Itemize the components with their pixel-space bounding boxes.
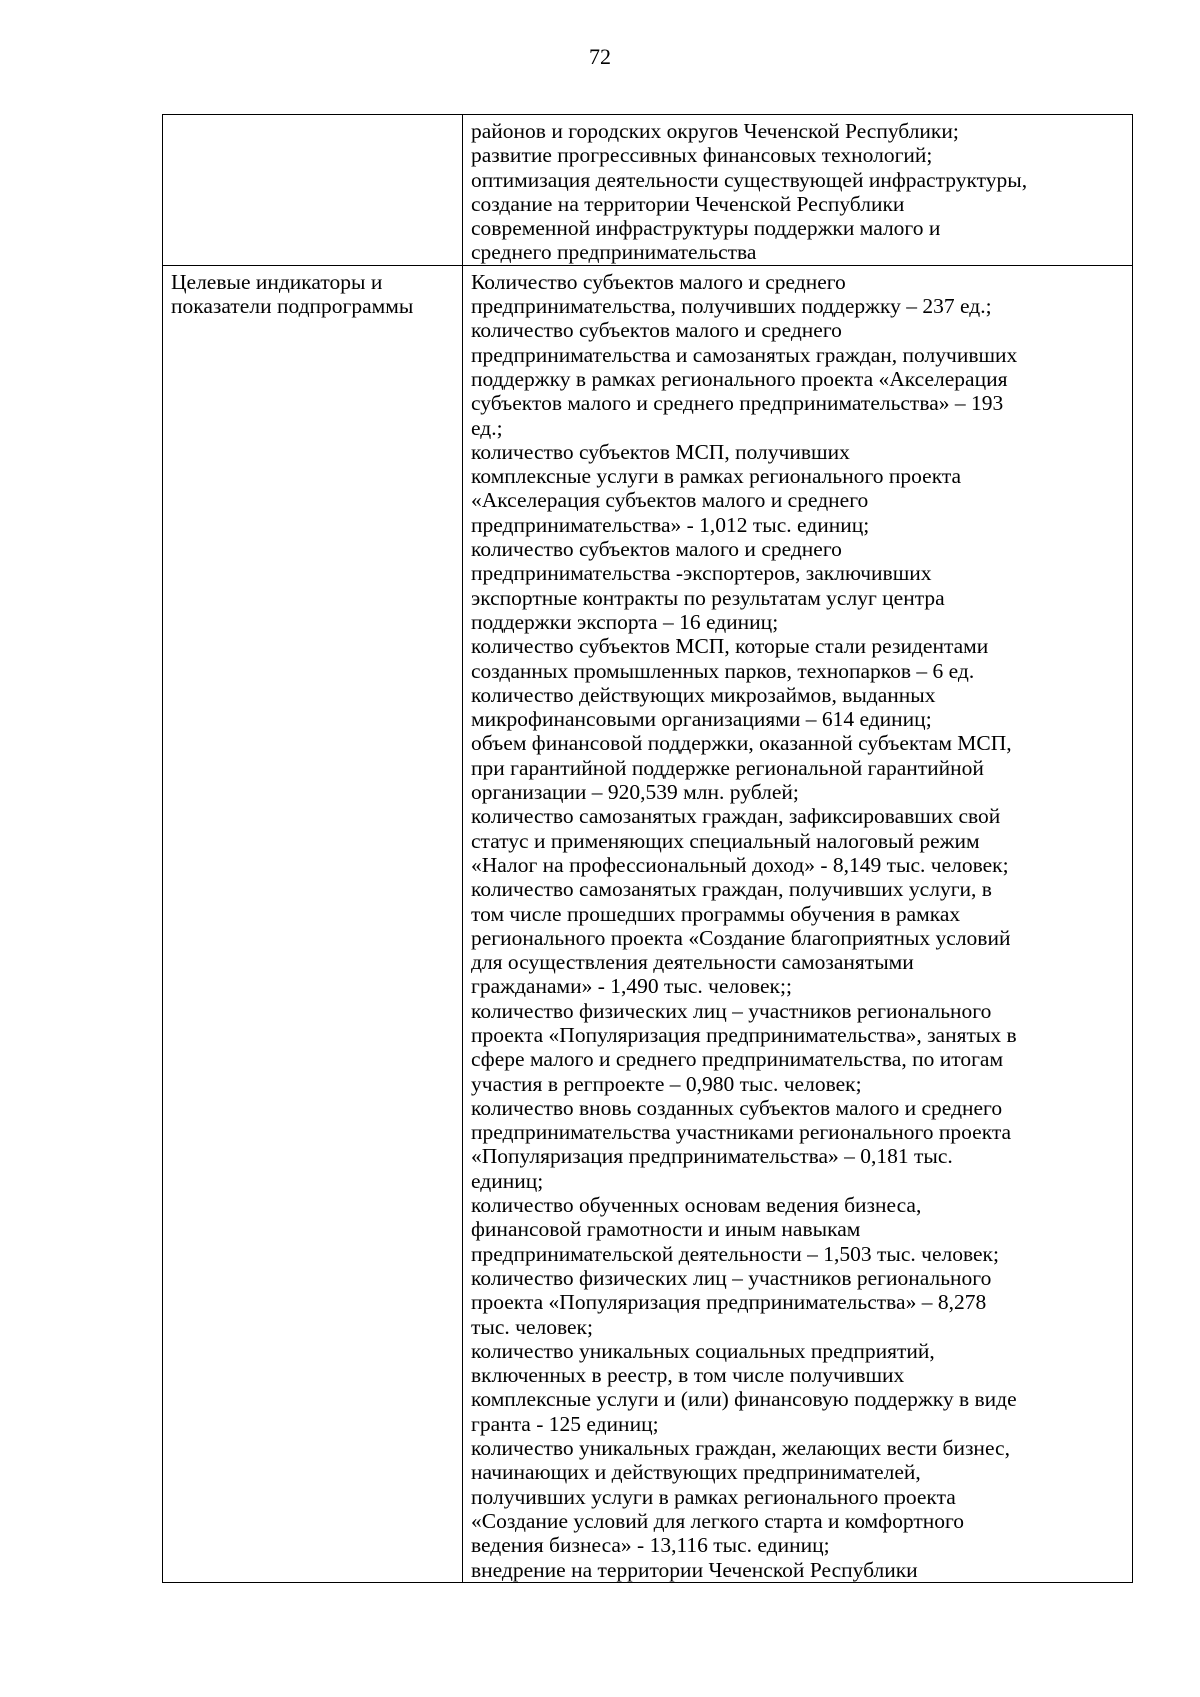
row-content-cell [463,265,1133,1582]
content-line: для осуществления деятельности самозанятыми [471,950,914,975]
content-line: количество субъектов МСП, получивших [471,439,850,464]
content-line: среднего предпринимательства [471,240,757,265]
content-line: количество уникальных граждан, желающих вести бизнес, [471,1436,1010,1461]
content-line: комплексные услуги в рамках регионального проекта [471,464,962,489]
passport-table [162,114,1133,1583]
content-line: количество субъектов малого и среднего [471,318,842,343]
content-line: районов и городских округов Чеченской Республики; [471,119,959,143]
content-line: количество вновь созданных субъектов малого и среднего [471,1095,1003,1120]
content-line: тыс. человек; [471,1314,593,1339]
content-line: «Создание условий для легкого старта и комфортного [471,1508,964,1533]
content-line: количество уникальных социальных предприятий, [471,1338,935,1363]
page-number: 72 [589,44,611,69]
content-line: единиц; [471,1168,544,1193]
content-line: развитие прогрессивных финансовых технологий; [471,143,933,168]
content-line: количество субъектов МСП, которые стали резидентами [471,634,989,659]
table-row [163,115,1133,266]
content-line: создание на территории Чеченской Республики [471,191,905,216]
content-line: предпринимательской деятельности – 1,503 тыс. человек; [471,1241,999,1266]
content-line: статус и применяющих специальный налоговый режим [471,828,980,853]
content-line: оптимизация деятельности существующей инфраструктуры, [471,167,1028,192]
content-line: том числе прошедших программы обучения в рамках [471,901,961,926]
table-row [163,265,1133,1582]
content-line: внедрение на территории Чеченской Республики [471,1557,918,1582]
content-line: количество действующих микрозаймов, выданных [471,682,936,707]
content-line: современной инфраструктуры поддержки малого и [471,216,941,241]
content-line: Количество субъектов малого и среднего [471,269,846,294]
content-line: сфере малого и среднего предпринимательства, по итогам [471,1047,1004,1072]
content-line: микрофинансовыми организациями – 614 единиц; [471,707,932,732]
content-line: финансовой грамотности и иным навыкам [471,1217,861,1242]
content-line: поддержку в рамках регионального проекта «Акселерация [471,366,1008,391]
content-line: количество обученных основам ведения бизнеса, [471,1193,922,1218]
content-line: количество самозанятых граждан, зафиксировавших свой [471,804,1001,829]
content-line: объем финансовой поддержки, оказанной субъектам МСП, [471,731,1012,756]
content-line: комплексные услуги и (или) финансовую поддержку в виде [471,1387,1017,1412]
content-line: начинающих и действующих предпринимателей, [471,1460,921,1485]
label-line: показатели подпрограммы [171,294,414,319]
content-line: проекта «Популяризация предпринимательства» – 8,278 [471,1290,987,1315]
content-line: поддержки экспорта – 16 единиц; [471,609,779,634]
content-line: ведения бизнеса» - 13,116 тыс. единиц; [471,1533,830,1558]
content-line: количество физических лиц – участников регионального [471,998,992,1023]
row-content-cell [463,115,1133,266]
content-line: включенных в реестр, в том числе получивших [471,1363,905,1388]
content-line: «Популяризация предпринимательства» – 0,181 тыс. [471,1144,953,1169]
content-line: «Акселерация субъектов малого и среднего [471,488,869,513]
content-line: созданных промышленных парков, технопарков – 6 ед. [471,658,975,683]
content-line: количество субъектов малого и среднего [471,537,842,562]
row-label-cell [163,115,463,266]
content-line: регионального проекта «Создание благоприятных условий [471,925,1011,950]
content-line: предпринимательства -экспортеров, заключивших [471,561,932,586]
content-line: получивших услуги в рамках регионального проекта [471,1484,956,1509]
content-line: при гарантийной поддержке региональной гарантийной [471,755,984,780]
content-line: проекта «Популяризация предпринимательства», занятых в [471,1022,1017,1047]
content-line: «Налог на профессиональный доход» - 8,149 тыс. человек; [471,852,1009,877]
content-line: гражданами» - 1,490 тыс. человек;; [471,974,792,999]
content-line: количество физических лиц – участников регионального [471,1265,992,1290]
content-line: ед.; [471,415,503,440]
label-line: Целевые индикаторы и [171,269,383,294]
content-line: предпринимательства и самозанятых граждан, получивших [471,342,1018,367]
content-line: участия в регпроекте – 0,980 тыс. человек; [471,1071,862,1096]
row-label-cell [163,265,463,1582]
content-line: гранта - 125 единиц; [471,1411,659,1436]
content-line: предпринимательства» - 1,012 тыс. единиц; [471,512,870,537]
table-body [163,115,1133,1583]
content-line: субъектов малого и среднего предпринимательства» – 193 [471,391,1004,416]
content-line: предпринимательства, получивших поддержку – 237 ед.; [471,294,992,319]
content-line: экспортные контракты по результатам услуг центра [471,585,945,610]
content-line: предпринимательства участниками регионального проекта [471,1120,1012,1145]
content-line: количество самозанятых граждан, получивших услуги, в [471,877,992,902]
content-line: организации – 920,539 млн. рублей; [471,780,799,805]
